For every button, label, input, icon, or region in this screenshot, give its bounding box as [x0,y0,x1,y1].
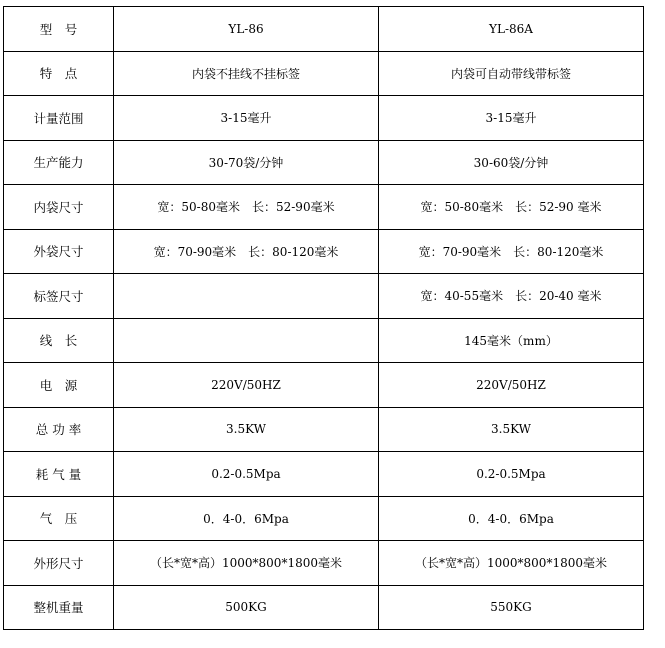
cell-yl86a: 内袋可自动带线带标签 [379,51,644,96]
row-label: 外形尺寸 [4,541,114,586]
row-label: 计量范围 [4,96,114,141]
cell-yl86: 0．4-0．6Mpa [114,496,379,541]
spec-table [3,6,644,630]
table-row [4,51,644,96]
row-label: 外袋尺寸 [4,229,114,274]
table-row [4,274,644,319]
row-label: 耗 气 量 [4,452,114,497]
table-row [4,452,644,497]
cell-yl86: （长*宽*高）1000*800*1800毫米 [114,541,379,586]
row-label: 特 点 [4,51,114,96]
cell-yl86a: 145毫米（mm） [379,318,644,363]
row-label: 整机重量 [4,585,114,630]
row-label: 生产能力 [4,140,114,185]
cell-yl86a: 30-60袋/分钟 [379,140,644,185]
cell-yl86 [114,318,379,363]
row-label: 线 长 [4,318,114,363]
table-row [4,229,644,274]
cell-yl86a: 宽：70-90毫米 长：80-120毫米 [379,229,644,274]
cell-yl86a: YL-86A [379,7,644,52]
cell-yl86a: 3-15毫升 [379,96,644,141]
cell-yl86: 500KG [114,585,379,630]
cell-yl86a: 0.2-0.5Mpa [379,452,644,497]
row-label: 标签尺寸 [4,274,114,319]
cell-yl86: 宽：70-90毫米 长：80-120毫米 [114,229,379,274]
cell-yl86: YL-86 [114,7,379,52]
table-row [4,363,644,408]
cell-yl86a: 220V/50HZ [379,363,644,408]
cell-yl86: 3.5KW [114,407,379,452]
cell-yl86a: （长*宽*高）1000*800*1800毫米 [379,541,644,586]
cell-yl86: 内袋不挂线不挂标签 [114,51,379,96]
cell-yl86: 220V/50HZ [114,363,379,408]
cell-yl86a: 宽：50-80毫米 长：52-90 毫米 [379,185,644,230]
row-label: 气 压 [4,496,114,541]
table-row [4,585,644,630]
cell-yl86 [114,274,379,319]
table-row [4,541,644,586]
spec-table-body [4,7,644,630]
cell-yl86a: 550KG [379,585,644,630]
row-label: 总 功 率 [4,407,114,452]
cell-yl86a: 0．4-0．6Mpa [379,496,644,541]
row-label: 内袋尺寸 [4,185,114,230]
table-row [4,407,644,452]
row-label: 电 源 [4,363,114,408]
cell-yl86: 宽：50-80毫米 长：52-90毫米 [114,185,379,230]
table-row [4,7,644,52]
table-row [4,496,644,541]
cell-yl86: 3-15毫升 [114,96,379,141]
cell-yl86: 0.2-0.5Mpa [114,452,379,497]
table-row [4,96,644,141]
table-row [4,140,644,185]
cell-yl86a: 宽：40-55毫米 长：20-40 毫米 [379,274,644,319]
table-row [4,318,644,363]
cell-yl86a: 3.5KW [379,407,644,452]
row-label: 型 号 [4,7,114,52]
cell-yl86: 30-70袋/分钟 [114,140,379,185]
table-row [4,185,644,230]
